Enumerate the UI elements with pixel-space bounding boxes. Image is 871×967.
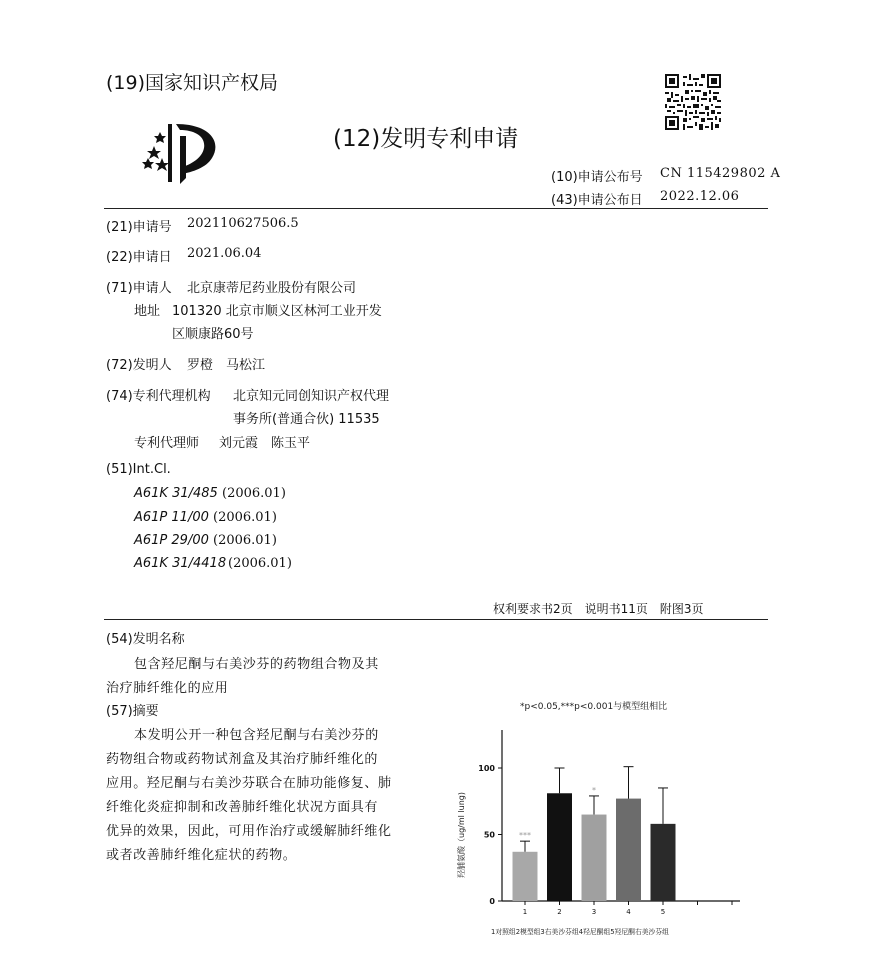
cnipa-logo [140, 118, 230, 188]
applicant: 北京康蒂尼药业股份有限公司 [187, 281, 357, 296]
significance-1: *** [519, 831, 531, 841]
bar-5 [651, 824, 676, 901]
agency-line-2: 事务所(普通合伙) 11535 [233, 412, 380, 427]
hydroxyproline-chart [450, 690, 770, 950]
invention-title-line-1: 包含羟尼酮与右美沙芬的药物组合物及其 [134, 657, 379, 672]
ipc-code-2: A61P 11/00 [134, 510, 209, 525]
application-number-label: (21)申请号 [106, 220, 172, 235]
ipc-code-4: A61K 31/4418 [134, 556, 227, 571]
publication-number: CN 115429802 A [660, 166, 781, 181]
abstract-line-3: 应用。羟尼酮与右美沙芬联合在肺功能修复、肺 [106, 776, 392, 791]
bar-1 [513, 852, 538, 901]
ipc-date-4: (2006.01) [228, 556, 292, 571]
address-line-1: 101320 北京市顺义区林河工业开发 [172, 304, 382, 319]
abstract-line-1: 本发明公开一种包含羟尼酮与右美沙芬的 [134, 728, 379, 743]
qr-code [665, 74, 721, 130]
address-line-2: 区顺康路60号 [172, 327, 254, 342]
application-number: 202110627506.5 [187, 216, 299, 231]
x-tick-label-3: 3 [591, 908, 597, 916]
document-type: (12)发明专利申请 [333, 126, 519, 152]
abstract-line-6: 或者改善肺纤维化症状的药物。 [106, 848, 297, 863]
inventor-label: (72)发明人 [106, 358, 172, 373]
inventors: 罗橙 马松江 [187, 358, 266, 373]
abstract-line-2: 药物组合物或药物试剂盒及其治疗肺纤维化的 [106, 752, 379, 767]
section-rule [104, 619, 768, 620]
ipc-code-1: A61K 31/485 [134, 486, 218, 501]
page-counts: 权利要求书2页 说明书11页 附图3页 [493, 602, 704, 616]
ipc-date-2: (2006.01) [213, 510, 277, 525]
bar-3 [582, 815, 607, 901]
y-tick-label: 0 [489, 897, 495, 906]
application-date-label: (22)申请日 [106, 250, 172, 265]
header-rule [104, 208, 768, 209]
x-tick-label-5: 5 [660, 908, 666, 916]
x-tick-label-2: 2 [557, 908, 562, 916]
publication-number-label: (10)申请公布号 [551, 170, 643, 185]
bar-4 [616, 799, 641, 901]
bar-2 [547, 793, 572, 901]
abstract-line-5: 优异的效果，因此，可用作治疗或缓解肺纤维化 [106, 824, 392, 839]
ipc-date-3: (2006.01) [213, 533, 277, 548]
publication-date-label: (43)申请公布日 [551, 193, 643, 208]
ipc-label: (51)Int.Cl. [106, 462, 171, 477]
applicant-label: (71)申请人 [106, 281, 172, 296]
office-name: (19)国家知识产权局 [106, 72, 279, 94]
ipc-date-1: (2006.01) [222, 486, 286, 501]
abstract-label: (57)摘要 [106, 704, 159, 719]
y-tick-label: 50 [483, 830, 495, 840]
invention-title-label: (54)发明名称 [106, 632, 185, 647]
agents: 刘元霞 陈玉平 [219, 436, 311, 451]
x-tick-label-1: 1 [522, 908, 528, 916]
chart-title: *p<0.05,***p<0.001与模型组相比 [520, 702, 668, 712]
abstract-line-4: 纤维化炎症抑制和改善肺纤维化状况方面具有 [106, 800, 379, 815]
x-tick-label-4: 4 [626, 908, 631, 916]
significance-3: * [592, 785, 596, 795]
chart-xlabel: 1对照组2模型组3右美沙芬组4羟尼酮组5羟尼酮右美沙芬组 [491, 928, 669, 936]
publication-date: 2022.12.06 [660, 189, 740, 204]
agent-label: 专利代理师 [134, 436, 200, 451]
agency-line-1: 北京知元同创知识产权代理 [233, 389, 390, 404]
chart-ylabel: 羟脯氨酸（ug/ml lung) [457, 792, 466, 878]
invention-title-line-2: 治疗肺纤维化的应用 [106, 681, 229, 696]
y-tick-label: 100 [478, 764, 495, 773]
application-date: 2021.06.04 [187, 246, 262, 261]
agency-label: (74)专利代理机构 [106, 389, 211, 404]
ipc-code-3: A61P 29/00 [134, 533, 209, 548]
address-label: 地址 [134, 304, 161, 319]
